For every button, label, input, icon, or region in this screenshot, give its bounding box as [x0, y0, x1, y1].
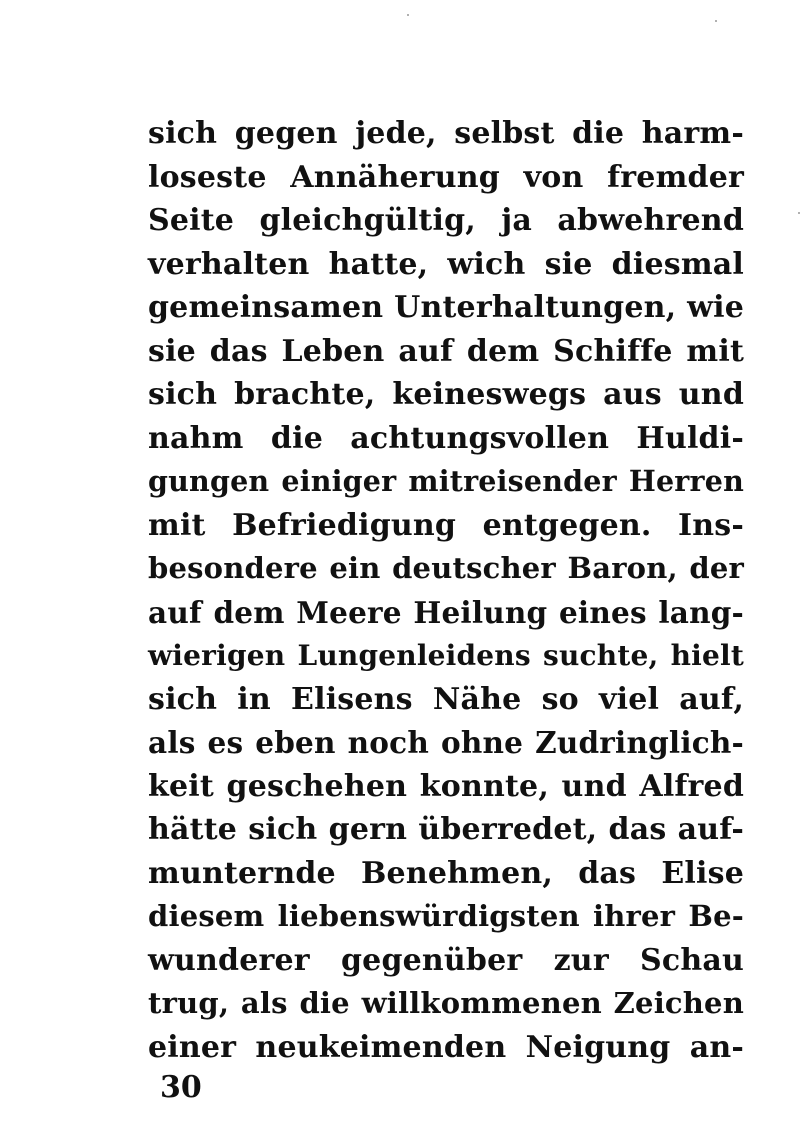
text-line: mit Befriedigung entgegen. Ins- — [148, 507, 744, 543]
text-line: keit geschehen konnte, und Alfred — [148, 768, 744, 804]
paper-speck — [798, 212, 800, 214]
text-line: sie das Leben auf dem Schiffe mit — [148, 333, 744, 369]
text-line: hätte sich gern überredet, das auf- — [148, 812, 744, 847]
body-text — [148, 112, 744, 1069]
text-line: gemeinsamen Unterhaltungen, wie — [148, 290, 744, 325]
text-line: loseste Annäherung von fremder — [148, 159, 744, 195]
text-line: sich in Elisens Nähe so viel auf, — [148, 681, 744, 717]
text-line: sich gegen jede, selbst die harm- — [148, 116, 744, 151]
text-line: als es eben noch ohne Zudringlich- — [148, 725, 744, 760]
text-line: wunderer gegenüber zur Schau — [148, 942, 744, 978]
paper-speck — [407, 14, 409, 16]
text-line: Seite gleichgültig, ja abwehrend — [148, 203, 744, 238]
text-line: munternde Benehmen, das Elise — [148, 855, 744, 891]
text-line: auf dem Meere Heilung eines lang- — [148, 594, 744, 630]
text-line: nahm die achtungsvollen Huldi- — [148, 420, 744, 456]
page-number: 30 — [160, 1070, 202, 1105]
text-line: trug, als die willkommenen Zeichen — [148, 986, 744, 1020]
text-line: einer neukeimenden Neigung an- — [148, 1029, 744, 1065]
text-line: gungen einiger mitreisender Herren — [148, 464, 744, 498]
text-line: diesem liebenswürdigsten ihrer Be- — [148, 899, 744, 933]
text-line: sich brachte, keineswegs aus und — [148, 377, 744, 412]
text-line: verhalten hatte, wich sie diesmal — [148, 246, 744, 282]
paper-speck — [715, 20, 717, 22]
text-line: besondere ein deutscher Baron, der — [148, 551, 744, 585]
text-line: wierigen Lungenleidens suchte, hielt — [148, 639, 744, 672]
